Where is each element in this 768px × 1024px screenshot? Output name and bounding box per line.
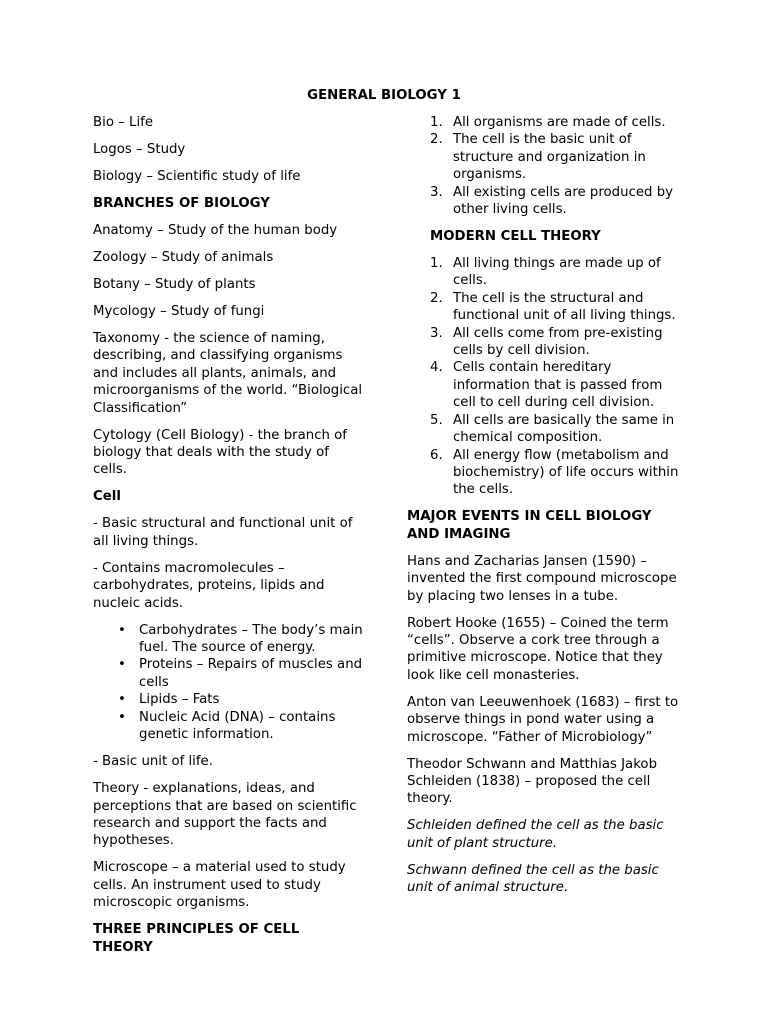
event-leeuwenhoek: Anton van Leeuwenhoek (1683) – first to observe things in pond water using a microscope. “Father of Microbiology”: [407, 694, 679, 745]
branch-mycology: Mycology – Study of fungi: [93, 304, 265, 319]
microscope-paragraph: Microscope – a material used to study cells. An instrument used to study microscopic organisms.: [93, 860, 346, 911]
list-item: [407, 290, 679, 325]
list-number: 4.: [430, 360, 443, 376]
cell-heading: Cell: [93, 489, 121, 505]
branch-botany: Botany – Study of plants: [93, 277, 256, 292]
list-item-text: All living things are made up of cells.: [453, 256, 661, 289]
list-item-text: The cell is the structural and functional unit of all living things.: [453, 290, 676, 324]
list-item-text: Proteins – Repairs of muscles and cells: [139, 657, 363, 690]
bullet-icon: •: [118, 657, 126, 673]
bullet-icon: •: [118, 692, 126, 708]
schwann-definition: Schwann defined the cell as the basic unit of animal structure.: [407, 862, 659, 896]
modern-cell-theory-heading: MODERN CELL THEORY: [430, 229, 601, 245]
list-number: 3.: [430, 325, 443, 341]
principles-list: [407, 114, 679, 218]
list-item-text: All energy flow (metabolism and biochemistry) of life occurs within the cells.: [453, 447, 679, 498]
list-number: 1.: [430, 256, 443, 272]
list-item-text: All cells are basically the same in chemical composition.: [453, 412, 675, 446]
list-number: 3.: [430, 184, 443, 200]
cell-macromolecules: - Contains macromolecules – carbohydrates, proteins, lipids and nucleic acids.: [93, 560, 325, 611]
theory-paragraph: Theory - explanations, ideas, and perceptions that are based on scientific research and support the facts and hypotheses.: [93, 781, 357, 849]
list-item-text: All existing cells are produced by other living cells.: [453, 184, 674, 218]
event-jansen: Hans and Zacharias Jansen (1590) – invented the first compound microscope by placing two lenses in a tube.: [407, 553, 677, 604]
list-item: [93, 691, 363, 708]
bullet-icon: •: [118, 709, 126, 725]
branch-zoology: Zoology – Study of animals: [93, 250, 274, 265]
list-item: [407, 184, 679, 219]
document-title: GENERAL BIOLOGY 1: [307, 88, 461, 103]
definition-bio: Bio – Life: [93, 115, 154, 130]
left-column: [93, 114, 363, 966]
schleiden-definition: Schleiden defined the cell as the basic unit of plant structure.: [407, 818, 664, 851]
list-item: [93, 709, 363, 744]
list-item-text: Nucleic Acid (DNA) – contains genetic information.: [139, 709, 336, 743]
list-number: 2.: [430, 132, 443, 148]
modern-theory-list: [407, 255, 679, 499]
right-column: [407, 114, 679, 906]
list-item-text: All organisms are made of cells.: [453, 115, 666, 130]
list-item: [407, 131, 679, 183]
list-item: [93, 622, 363, 657]
macromolecule-list: [93, 622, 363, 744]
list-item-text: Lipids – Fats: [139, 692, 220, 708]
bullet-icon: •: [118, 622, 126, 638]
list-item: [407, 359, 679, 411]
event-schwann-schleiden: Theodor Schwann and Matthias Jakob Schleiden (1838) – proposed the cell theory.: [407, 756, 658, 807]
list-item: [407, 255, 679, 290]
list-number: 6.: [430, 447, 443, 463]
list-number: 5.: [430, 412, 443, 428]
cell-basic-unit: - Basic unit of life.: [93, 754, 213, 770]
list-item-text: Cells contain hereditary information that is passed from cell to cell during cell division.: [453, 360, 663, 411]
list-item: [407, 325, 679, 360]
three-principles-heading: THREE PRINCIPLES OF CELL THEORY: [93, 922, 300, 955]
cytology-paragraph: Cytology (Cell Biology) - the branch of biology that deals with the study of cells.: [93, 427, 347, 478]
cell-definition: - Basic structural and functional unit of all living things.: [93, 516, 353, 549]
branch-anatomy: Anatomy – Study of the human body: [93, 223, 338, 238]
major-events-heading: MAJOR EVENTS IN CELL BIOLOGY AND IMAGING: [407, 509, 652, 542]
list-item: [407, 114, 679, 131]
list-number: 2.: [430, 290, 443, 306]
list-number: 1.: [430, 115, 443, 130]
definition-logos: Logos – Study: [93, 142, 186, 157]
list-item: [407, 447, 679, 499]
list-item: [407, 412, 679, 447]
definition-biology: Biology – Scientific study of life: [93, 169, 301, 184]
list-item: [93, 656, 363, 691]
branches-heading: BRANCHES OF BIOLOGY: [93, 196, 270, 211]
list-item-text: Carbohydrates – The body’s main fuel. The source of energy.: [139, 622, 363, 656]
list-item-text: The cell is the basic unit of structure and organization in organisms.: [453, 132, 646, 183]
event-hooke: Robert Hooke (1655) – Coined the term “cells”. Observe a cork tree through a primitive microscope. Notice that they look like cell monasteries.: [407, 615, 669, 683]
taxonomy-paragraph: Taxonomy - the science of naming, describing, and classifying organisms and includes all plants, animals, and microorganisms of the world. “Biological Classification”: [93, 331, 363, 416]
list-item-text: All cells come from pre-existing cells by cell division.: [453, 325, 663, 359]
